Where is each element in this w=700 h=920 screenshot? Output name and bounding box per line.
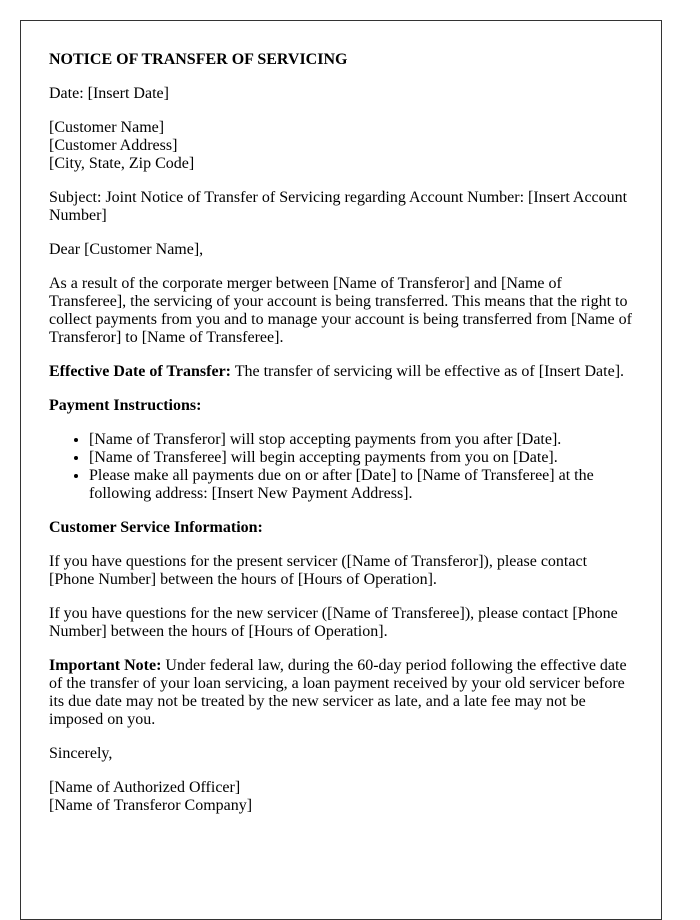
- salutation: Dear [Customer Name],: [49, 241, 204, 258]
- recipient-address: [Customer Address]: [49, 137, 178, 154]
- new-servicer-paragraph: If you have questions for the new servicer ([Name of Transferee]), please contact [Phone Number] between the hours of [Hours of Operation].: [49, 605, 618, 640]
- signature-company: [Name of Transferor Company]: [49, 797, 253, 814]
- effective-date-paragraph: [49, 363, 633, 381]
- payment-instructions-heading: Payment Instructions:: [49, 397, 202, 414]
- closing: Sincerely,: [49, 745, 113, 762]
- signature-block: [49, 779, 633, 815]
- list-item: • Please make all payments due on or after [Date] to [Name of Transferee] at the following address: [Insert New Payment Address].: [89, 467, 633, 503]
- document-title: NOTICE OF TRANSFER OF SERVICING: [49, 51, 348, 68]
- important-note-text: Under federal law, during the 60-day period following the effective date of the transfer of your loan servicing, a loan payment received by your old servicer before its due date may not be treated by the new servicer as late, and a late fee may not be imposed on you.: [49, 657, 627, 728]
- recipient-city-state-zip: [City, State, Zip Code]: [49, 155, 195, 172]
- important-note-label: Important Note:: [49, 657, 162, 674]
- list-item: • [Name of Transferor] will stop accepting payments from you after [Date].: [89, 431, 633, 449]
- intro-paragraph: As a result of the corporate merger between [Name of Transferor] and [Name of Transferee], the servicing of your account is being transferred. This means that the right to collect payments from you and to manage your account is being transferred from [Name of Transferor] to [Name of Transferee].: [49, 275, 632, 346]
- date-line: Date: [Insert Date]: [49, 85, 169, 102]
- effective-date-label: Effective Date of Transfer:: [49, 363, 231, 380]
- signature-officer: [Name of Authorized Officer]: [49, 779, 241, 796]
- letter-document: [20, 20, 662, 920]
- recipient-name: [Customer Name]: [49, 119, 165, 136]
- effective-date-text: The transfer of servicing will be effective as of [Insert Date].: [231, 363, 625, 380]
- payment-instructions-list: [49, 431, 633, 503]
- subject-line: Subject: Joint Notice of Transfer of Servicing regarding Account Number: [Insert Account Number]: [49, 189, 628, 224]
- document-viewport: [20, 20, 662, 814]
- customer-service-heading: Customer Service Information:: [49, 519, 263, 536]
- present-servicer-paragraph: If you have questions for the present servicer ([Name of Transferor]), please contact [Phone Number] between the hours of [Hours of Operation].: [49, 553, 588, 588]
- important-note-paragraph: [49, 657, 633, 729]
- list-item: • [Name of Transferee] will begin accepting payments from you on [Date].: [89, 449, 633, 467]
- recipient-address-block: [49, 119, 633, 173]
